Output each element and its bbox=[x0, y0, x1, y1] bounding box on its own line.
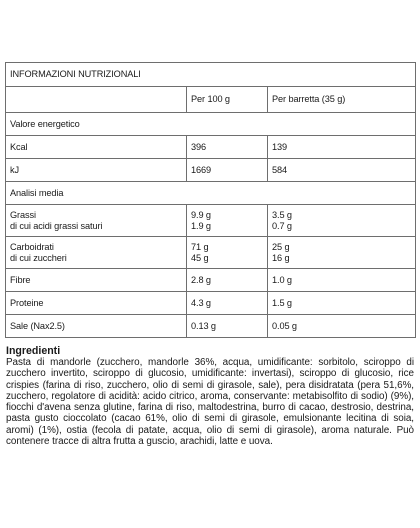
sugars-label: di cui zuccheri bbox=[10, 252, 67, 263]
carbs-per-100g: 71 g bbox=[191, 241, 209, 252]
kcal-label: Kcal bbox=[6, 136, 187, 159]
carbs-label: Carboidrati bbox=[10, 241, 54, 252]
column-header-per-100g: Per 100 g bbox=[187, 87, 268, 113]
nutrition-table bbox=[5, 62, 416, 338]
fats-per-bar: 3.5 g bbox=[272, 209, 292, 220]
kj-per-bar: 584 bbox=[268, 159, 416, 182]
ingredients-title: Ingredienti bbox=[6, 345, 61, 357]
fats-per-100g-cell bbox=[187, 205, 268, 237]
protein-label: Proteine bbox=[6, 292, 187, 315]
saturated-fats-per-bar: 0.7 g bbox=[272, 220, 292, 231]
saturated-fats-label: di cui acidi grassi saturi bbox=[10, 220, 103, 231]
nutrition-title: INFORMAZIONI NUTRIZIONALI bbox=[6, 63, 416, 87]
kcal-row bbox=[6, 136, 416, 159]
fats-label: Grassi bbox=[10, 209, 36, 220]
ingredients-text: Pasta di mandorle (zucchero, mandorle 36%, acqua, umidificante: sorbitolo, sciroppo di zucchero invertito, sciroppo di glucosio, umidificante: invertasi), sciroppo di glucosio, rice crispies (farina di riso, zucchero, olio di semi di girasole, sale), pera disidratata (pera 51,6%, zucchero, regolatore di acidità: acido citrico, aroma, conservante: metabisolfito di sodio) (9%), fiocchi d'avena senza glutine, farina di riso, maltodestrina, burro di cacao, destrosio, destrina, pasta gusto cioccolato (cacao 61%, olio di semi di girasole, emulsionante lecitina di soia, aromi) (1%), ostia (fecola di patate, acqua, olio di semi di girasole), aroma naturale. Può contenere tracce di altra frutta a guscio, arachidi, latte e uova. bbox=[6, 357, 414, 448]
fibre-per-bar: 1.0 g bbox=[268, 269, 416, 292]
kcal-per-bar: 139 bbox=[268, 136, 416, 159]
salt-per-100g: 0.13 g bbox=[187, 315, 268, 338]
energy-section-row bbox=[6, 113, 416, 136]
salt-label: Sale (Nax2.5) bbox=[6, 315, 187, 338]
kcal-per-100g: 396 bbox=[187, 136, 268, 159]
salt-row bbox=[6, 315, 416, 338]
sugars-per-bar: 16 g bbox=[272, 252, 290, 263]
fats-label-cell bbox=[6, 205, 187, 237]
column-header-row bbox=[6, 87, 416, 113]
analysis-section-row bbox=[6, 182, 416, 205]
ingredients-section bbox=[6, 345, 414, 447]
carbs-per-bar: 25 g bbox=[272, 241, 290, 252]
analysis-section-label: Analisi media bbox=[6, 182, 416, 205]
salt-per-bar: 0.05 g bbox=[268, 315, 416, 338]
energy-section-label: Valore energetico bbox=[6, 113, 416, 136]
nutrition-title-row bbox=[6, 63, 416, 87]
protein-row bbox=[6, 292, 416, 315]
sugars-per-100g: 45 g bbox=[191, 252, 209, 263]
fats-per-bar-cell bbox=[268, 205, 416, 237]
kj-row bbox=[6, 159, 416, 182]
carbs-label-cell bbox=[6, 237, 187, 269]
carbs-per-bar-cell bbox=[268, 237, 416, 269]
carbs-per-100g-cell bbox=[187, 237, 268, 269]
protein-per-bar: 1.5 g bbox=[268, 292, 416, 315]
fats-row bbox=[6, 205, 416, 237]
carbs-row bbox=[6, 237, 416, 269]
kj-per-100g: 1669 bbox=[187, 159, 268, 182]
saturated-fats-per-100g: 1.9 g bbox=[191, 220, 211, 231]
fibre-per-100g: 2.8 g bbox=[187, 269, 268, 292]
protein-per-100g: 4.3 g bbox=[187, 292, 268, 315]
fibre-label: Fibre bbox=[6, 269, 187, 292]
column-header-empty bbox=[6, 87, 187, 113]
fats-per-100g: 9.9 g bbox=[191, 209, 211, 220]
column-header-per-bar: Per barretta (35 g) bbox=[268, 87, 416, 113]
fibre-row bbox=[6, 269, 416, 292]
kj-label: kJ bbox=[6, 159, 187, 182]
